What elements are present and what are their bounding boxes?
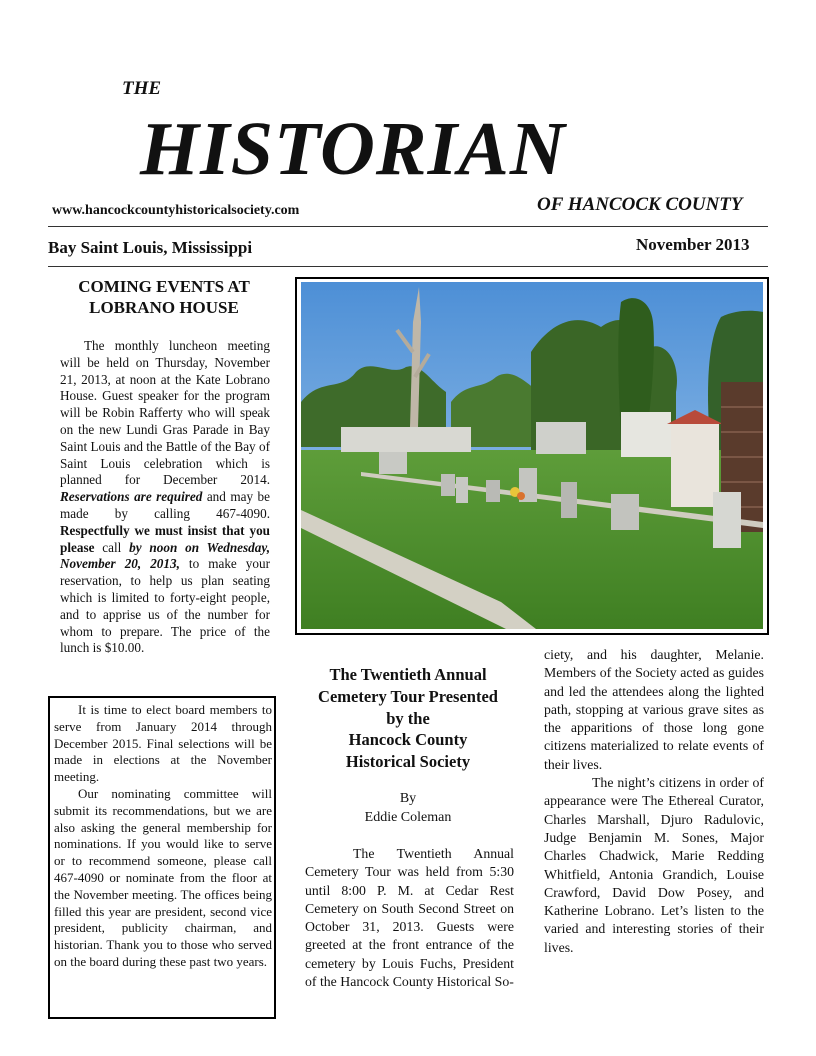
tour-article-continued	[544, 646, 764, 957]
header-rule-bottom	[48, 266, 768, 267]
tour-heading-line2: Cemetery Tour Presented	[318, 686, 498, 706]
tour-heading-line4: Hancock County	[348, 730, 468, 750]
events-text-call: call	[94, 539, 130, 555]
board-election-article	[54, 702, 272, 971]
cemetery-photo	[301, 282, 763, 629]
tour-heading-line1: The Twentieth Annual	[329, 665, 487, 684]
events-heading-line1: COMING EVENTS AT	[78, 277, 250, 296]
events-paragraph	[60, 338, 270, 657]
tour-heading-line3: by the	[386, 708, 430, 728]
events-reservation-note: Reservations are required	[60, 489, 203, 505]
issue-date: November 2013	[636, 235, 750, 254]
events-article	[60, 338, 270, 657]
masthead-the: THE	[122, 78, 162, 99]
events-text-end: to make your reservation, to help us plan seating which is limited to forty-eight people, and to apprise us of the number for whom to prepare. The price of the lunch is $10.00.	[60, 556, 270, 656]
masthead-title: HISTORIAN	[140, 107, 566, 191]
tour-heading-line5: Historical Society	[345, 752, 471, 772]
events-deadline: by noon on Wednesday, November 20, 2013,	[60, 539, 270, 572]
board-paragraph-2: Our nominating committee will submit its recommendations, but we are also asking the general membership for nominations. If you would like to serve or to recommend someone, please call 467-4090 or nominate from the floor at the November meeting. The offices being filled this year are president, second vice president, publicity chairman, and historian. Thank you to those who served on the board during these past two years.	[54, 785, 272, 969]
events-text-calling: and may be made by calling 467-4090.	[60, 489, 270, 521]
dateline-place: Bay Saint Louis, Mississippi	[48, 238, 253, 257]
masthead-subtitle: OF HANCOCK COUNTY	[537, 194, 743, 215]
events-heading	[56, 276, 272, 318]
byline-author: Eddie Coleman	[364, 809, 452, 825]
tour-heading	[300, 664, 516, 773]
events-heading-line2: LOBRANO HOUSE	[89, 298, 239, 317]
tour-article	[305, 845, 514, 991]
tour-paragraph-2: The night’s citizens in order of appearance were The Ethereal Curator, Charles Marshall, Djuro Radulovic, Judge Benjamin M. Sones, Major Charles Chadwick, Marie Redding Whitfield, Antonia Grandich, Louise Crawford, David Dow Posey, and Katherine Lobrano. Let’s listen to the varied and interesting stories of their lives.	[544, 775, 764, 955]
byline	[300, 790, 516, 827]
website-link[interactable]: www.hancockcountyhistoricalsociety.com	[52, 203, 300, 218]
tour-paragraph-1: The Twentieth Annual Cemetery Tour was held from 5:30 until 8:00 P. M. at Cedar Rest Cemetery on South Second Street on October 31, 2013. Guests were greeted at the front entrance of the cemetery by Louis Fuchs, President of the Hancock County Historical So-	[305, 846, 514, 990]
byline-by: By	[399, 791, 417, 806]
board-paragraph-1: It is time to elect board members to serve from January 2014 through December 2015. Final selections will be made in elections at the November meeting.	[54, 702, 272, 785]
header-rule-top	[48, 226, 768, 227]
events-text: The monthly luncheon meeting will be held on Thursday, November 21, 2013, at noon at the Kate Lobrano House. Guest speaker for the program will be Robin Rafferty who will speak on the new Lundi Gras Parade in Bay Saint Louis and the Battle of the Bay of Saint Louis celebration which is planned for December 2014.	[60, 338, 270, 488]
events-insist-note: Respectfully we must insist that you please	[60, 522, 270, 555]
tour-paragraph-continued: ciety, and his daughter, Melanie. Members of the Society acted as guides and led the attendees along the lighted path, stopping at various grave sites as the apparitions of those long gone citizens materialized to relate events of their lives.	[544, 647, 764, 772]
